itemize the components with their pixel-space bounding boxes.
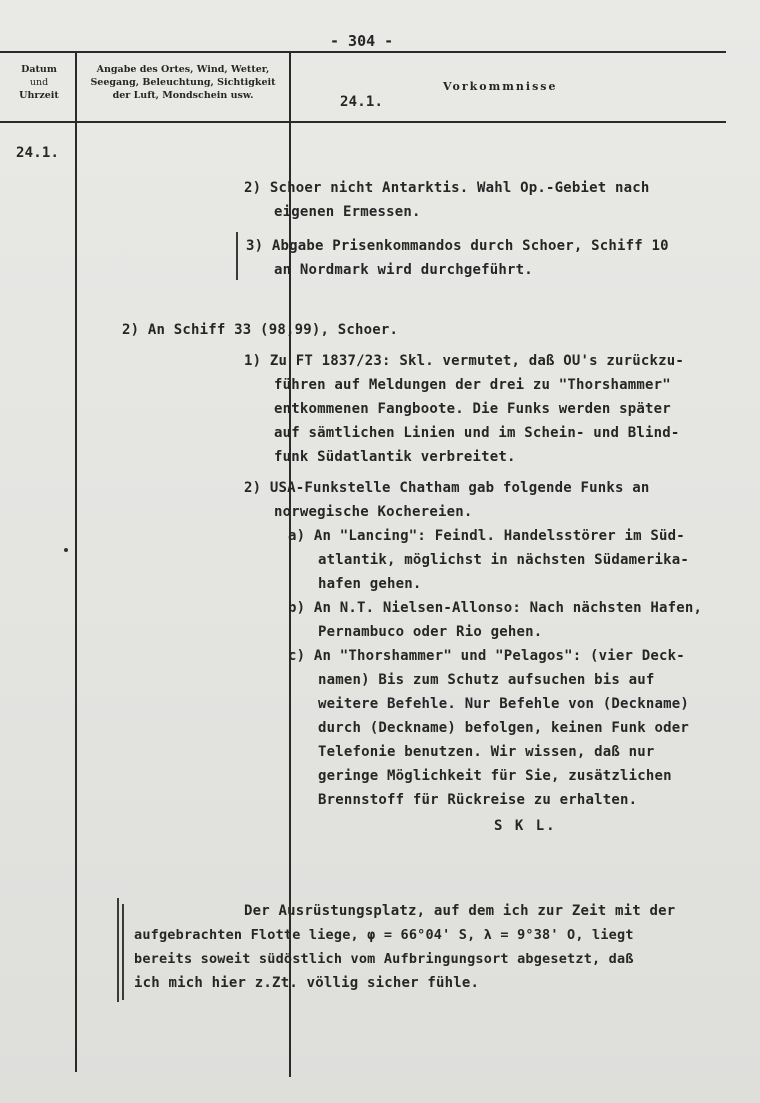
text-line: funk Südatlantik verbreitet. xyxy=(274,449,516,465)
text-line: entkommenen Fangboote. Die Funks werden später xyxy=(274,401,671,417)
text-line: atlantik, möglichst in nächsten Südamerika- xyxy=(318,552,690,568)
header-col3-date: 24.1. xyxy=(340,94,384,110)
text-line: durch (Deckname) befolgen, keinen Funk oder xyxy=(318,720,690,736)
text-line: 2) An Schiff 33 (98,99), Schoer. xyxy=(122,322,399,338)
text-line: führen auf Meldungen der drei zu "Thorshammer" xyxy=(274,377,671,393)
text-line: 2) Schoer nicht Antarktis. Wahl Op.-Gebiet nach xyxy=(244,180,650,196)
text-line: namen) Bis zum Schutz aufsuchen bis auf xyxy=(318,672,655,688)
text-line: norwegische Kochereien. xyxy=(274,504,473,520)
page-number: - 304 - xyxy=(330,32,394,50)
column-divider-1 xyxy=(75,52,77,1072)
header-bottom-rule xyxy=(0,121,726,123)
text-line: a) An "Lancing": Feindl. Handelsstörer im Süd- xyxy=(288,528,685,544)
text-line: Der Ausrüstungsplatz, auf dem ich zur Zeit mit der xyxy=(244,903,676,919)
text-line: aufgebrachten Flotte liege, φ = 66°04' S, λ = 9°38' O, liegt xyxy=(134,927,634,943)
text-line: Telefonie benutzen. Wir wissen, daß nur xyxy=(318,744,655,760)
text-line: 3) Abgabe Prisenkommandos durch Schoer, Schiff 10 xyxy=(246,238,669,254)
signature-skl: S K L. xyxy=(494,818,557,834)
text-line: ich mich hier z.Zt. völlig sicher fühle. xyxy=(134,975,480,991)
text-line: 1) Zu FT 1837/23: Skl. vermutet, daß OU's zurückzu- xyxy=(244,353,685,369)
text-line: eigenen Ermessen. xyxy=(274,204,421,220)
text-line: hafen gehen. xyxy=(318,576,422,592)
text-line: 2) USA-Funkstelle Chatham gab folgende Funks an xyxy=(244,480,650,496)
margin-mark xyxy=(236,232,238,280)
header-col1 xyxy=(8,63,70,102)
header-col2-line: Angabe des Ortes, Wind, Wetter, xyxy=(96,64,270,75)
text-line: auf sämtlichen Linien und im Schein- und Blind- xyxy=(274,425,680,441)
text-line: Brennstoff für Rückreise zu erhalten. xyxy=(318,792,638,808)
ink-dot xyxy=(64,548,68,552)
date-entry: 24.1. xyxy=(16,145,60,161)
text-line: geringe Möglichkeit für Sie, zusätzlichen xyxy=(318,768,672,784)
margin-mark xyxy=(117,898,119,1002)
text-line: bereits soweit südöstlich vom Aufbringungsort abgesetzt, daß xyxy=(134,951,634,967)
header-col2 xyxy=(79,63,287,102)
header-col1-line: Uhrzeit xyxy=(19,90,59,101)
header-col1-line: und xyxy=(29,77,49,88)
header-top-rule xyxy=(0,51,726,53)
margin-mark xyxy=(122,904,124,1000)
header-col2-line: der Luft, Mondschein usw. xyxy=(112,90,254,101)
text-line: weitere Befehle. Nur Befehle von (Deckname) xyxy=(318,696,690,712)
text-line: c) An "Thorshammer" und "Pelagos": (vier Deck- xyxy=(288,648,685,664)
text-line: b) An N.T. Nielsen-Allonso: Nach nächsten Hafen, xyxy=(288,600,703,616)
text-line: Pernambuco oder Rio gehen. xyxy=(318,624,543,640)
header-col3-title: Vorkommnisse xyxy=(443,80,558,93)
text-line: an Nordmark wird durchgeführt. xyxy=(274,262,533,278)
header-col2-line: Seegang, Beleuchtung, Sichtigkeit xyxy=(90,77,276,88)
header-col1-line: Datum xyxy=(21,64,57,75)
